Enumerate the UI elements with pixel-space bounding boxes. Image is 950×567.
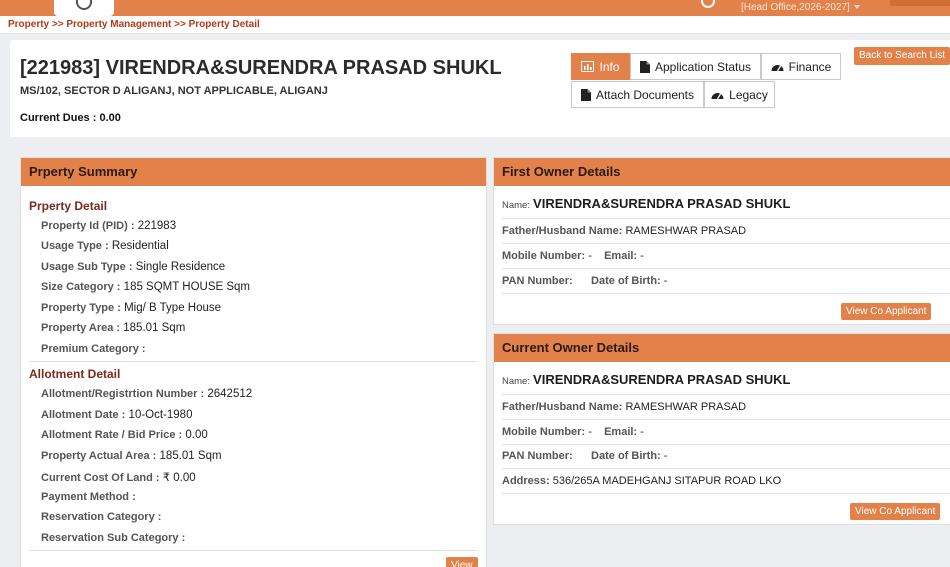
current-owner-name: VIRENDRA&SURENDRA PRASAD SHUKL bbox=[533, 372, 791, 387]
size-category-value: 185 SQMT HOUSE Sqm bbox=[123, 281, 250, 293]
dob-label: Date of Birth: bbox=[591, 275, 661, 287]
pan-label: PAN Number: bbox=[502, 275, 573, 287]
file-icon bbox=[640, 61, 650, 73]
allotment-number-row bbox=[41, 388, 252, 400]
property-type-value: Mig/ B Type House bbox=[124, 302, 222, 314]
allotment-number-label: Allotment/Registrtion Number : bbox=[41, 388, 205, 400]
allotment-detail-title: Allotment Detail bbox=[29, 367, 121, 381]
tab-application-status-label: Application Status bbox=[654, 59, 752, 74]
property-area-value: 185.01 Sqm bbox=[123, 322, 186, 334]
property-id-label: Property Id (PID) : bbox=[41, 220, 135, 232]
property-id-row bbox=[41, 220, 176, 232]
property-id-value: 221983 bbox=[137, 220, 177, 232]
tab-legacy-label: Legacy bbox=[729, 87, 768, 102]
actual-area-row bbox=[41, 450, 222, 462]
page-title: [221983] VIRENDRA&SURENDRA PRASAD SHUKL bbox=[20, 57, 502, 79]
reservation-sub-category-row bbox=[41, 532, 185, 544]
dob-label: Date of Birth: bbox=[591, 450, 661, 462]
tab-finance-label: Finance bbox=[788, 59, 832, 74]
row-divider bbox=[502, 268, 950, 269]
usage-type-label: Usage Type : bbox=[41, 240, 109, 252]
tab-legacy[interactable] bbox=[704, 81, 775, 108]
size-category-label: Size Category : bbox=[41, 281, 121, 293]
tab-finance[interactable] bbox=[761, 53, 841, 80]
allotment-number-value: 2642512 bbox=[207, 388, 253, 400]
chart-icon bbox=[581, 61, 594, 72]
allotment-rate-value: 0.00 bbox=[185, 429, 208, 441]
first-owner-name: VIRENDRA&SURENDRA PRASAD SHUKL bbox=[533, 196, 791, 211]
logo[interactable] bbox=[54, 0, 114, 16]
father-label: Father/Husband Name: bbox=[502, 401, 623, 413]
property-detail-title: Prperty Detail bbox=[29, 199, 108, 213]
first-owner-father-row bbox=[502, 225, 950, 237]
row-divider bbox=[502, 218, 950, 219]
user-icon[interactable] bbox=[701, 0, 715, 8]
back-to-search-list-button[interactable]: Back to Search List bbox=[854, 47, 950, 65]
current-owner-father: RAMESHWAR PRASAD bbox=[625, 401, 747, 413]
row-divider bbox=[502, 394, 950, 395]
allotment-rate-row bbox=[41, 429, 208, 441]
payment-method-row bbox=[41, 491, 136, 503]
father-label: Father/Husband Name: bbox=[502, 225, 623, 237]
usage-sub-type-row bbox=[41, 261, 225, 273]
payment-method-label: Payment Method : bbox=[41, 491, 136, 503]
email-label: Email: bbox=[604, 250, 638, 262]
row-divider bbox=[502, 493, 950, 494]
name-label: Name: bbox=[502, 376, 530, 387]
usage-type-value: Residential bbox=[111, 240, 169, 252]
dashboard-icon bbox=[711, 90, 724, 100]
usage-sub-type-label: Usage Sub Type : bbox=[41, 261, 133, 273]
allotment-date-value: 10-Oct-1980 bbox=[128, 409, 193, 421]
reservation-category-label: Reservation Category : bbox=[41, 511, 162, 523]
property-area-label: Property Area : bbox=[41, 322, 121, 334]
first-owner-heading: First Owner Details bbox=[494, 158, 950, 186]
file-icon bbox=[581, 89, 591, 101]
first-owner-name-row bbox=[502, 196, 950, 211]
size-category-row bbox=[41, 281, 250, 293]
first-owner-email: - bbox=[640, 250, 644, 262]
office-selector-label: [Head Office,2026-2027] bbox=[741, 2, 850, 13]
actual-area-label: Property Actual Area : bbox=[41, 450, 157, 462]
allotment-rate-label: Allotment Rate / Bid Price : bbox=[41, 429, 183, 441]
first-owner-panel bbox=[493, 157, 950, 325]
property-type-label: Property Type : bbox=[41, 302, 121, 314]
tab-info-label: Info bbox=[599, 59, 620, 74]
emblem-icon bbox=[76, 0, 92, 10]
section-divider bbox=[29, 550, 478, 551]
first-owner-father: RAMESHWAR PRASAD bbox=[625, 225, 747, 237]
row-divider bbox=[502, 243, 950, 244]
pan-label: PAN Number: bbox=[502, 450, 573, 462]
section-divider bbox=[29, 361, 478, 362]
premium-category-row bbox=[41, 343, 146, 355]
cost-of-land-value: ₹ 0.00 bbox=[162, 472, 196, 484]
premium-category-label: Premium Category : bbox=[41, 343, 146, 355]
cost-of-land-row bbox=[41, 470, 196, 484]
current-owner-dob: - bbox=[663, 450, 668, 462]
caret-down-icon bbox=[854, 5, 860, 9]
breadcrumb[interactable]: Property >> Property Management >> Property Detail bbox=[0, 16, 950, 34]
tab-info[interactable] bbox=[571, 53, 630, 80]
row-divider bbox=[502, 468, 950, 469]
row-divider bbox=[502, 419, 950, 420]
mobile-label: Mobile Number: bbox=[502, 426, 586, 438]
current-owner-father-row bbox=[502, 401, 950, 413]
reservation-category-row bbox=[41, 511, 161, 523]
row-divider bbox=[502, 444, 950, 445]
tab-attach-documents-label: Attach Documents bbox=[595, 87, 695, 102]
first-owner-contact-row bbox=[502, 250, 950, 262]
dashboard-icon bbox=[771, 62, 784, 72]
current-owner-email: - bbox=[640, 426, 644, 438]
actual-area-value: 185.01 Sqm bbox=[159, 450, 222, 462]
current-dues: Current Dues : 0.00 bbox=[20, 112, 121, 124]
property-summary-panel bbox=[20, 157, 487, 567]
current-owner-address-row bbox=[502, 475, 950, 487]
mobile-label: Mobile Number: bbox=[502, 250, 586, 262]
tab-application-status[interactable] bbox=[630, 53, 761, 80]
current-owner-pan-row bbox=[502, 450, 950, 462]
address-label: Address: bbox=[502, 475, 550, 487]
office-selector[interactable] bbox=[741, 2, 860, 14]
property-area-row bbox=[41, 322, 185, 334]
allotment-date-row bbox=[41, 409, 192, 421]
property-summary-heading: Prperty Summary bbox=[21, 158, 486, 186]
top-header-bar bbox=[0, 0, 950, 16]
view-button[interactable]: View bbox=[446, 557, 478, 567]
current-owner-name-row bbox=[502, 372, 950, 387]
first-owner-pan-row bbox=[502, 275, 950, 287]
current-owner-heading: Current Owner Details bbox=[494, 334, 950, 362]
email-label: Email: bbox=[604, 426, 638, 438]
current-owner-contact-row bbox=[502, 426, 950, 438]
tab-attach-documents[interactable] bbox=[571, 81, 704, 108]
first-owner-view-co-applicant-button[interactable]: View Co Applicant bbox=[841, 303, 931, 320]
reservation-sub-category-label: Reservation Sub Category : bbox=[41, 532, 186, 544]
property-type-row bbox=[41, 302, 221, 314]
usage-type-row bbox=[41, 240, 169, 252]
current-owner-view-co-applicant-button[interactable]: View Co Applicant bbox=[850, 503, 940, 520]
property-address: MS/102, SECTOR D ALIGANJ, NOT APPLICABLE, ALIGANJ bbox=[20, 85, 328, 97]
row-divider bbox=[502, 293, 950, 294]
allotment-date-label: Allotment Date : bbox=[41, 409, 126, 421]
usage-sub-type-value: Single Residence bbox=[135, 261, 226, 273]
current-owner-mobile: - bbox=[588, 426, 592, 438]
name-label: Name: bbox=[502, 200, 530, 211]
current-owner-address: 536/265A MADEHGANJ SITAPUR ROAD LKO bbox=[552, 475, 782, 487]
first-owner-dob: - bbox=[663, 275, 668, 287]
cost-of-land-label: Current Cost Of Land : bbox=[41, 472, 160, 484]
current-owner-panel bbox=[493, 333, 950, 525]
top-right-button[interactable] bbox=[890, 0, 950, 6]
first-owner-mobile: - bbox=[588, 250, 592, 262]
